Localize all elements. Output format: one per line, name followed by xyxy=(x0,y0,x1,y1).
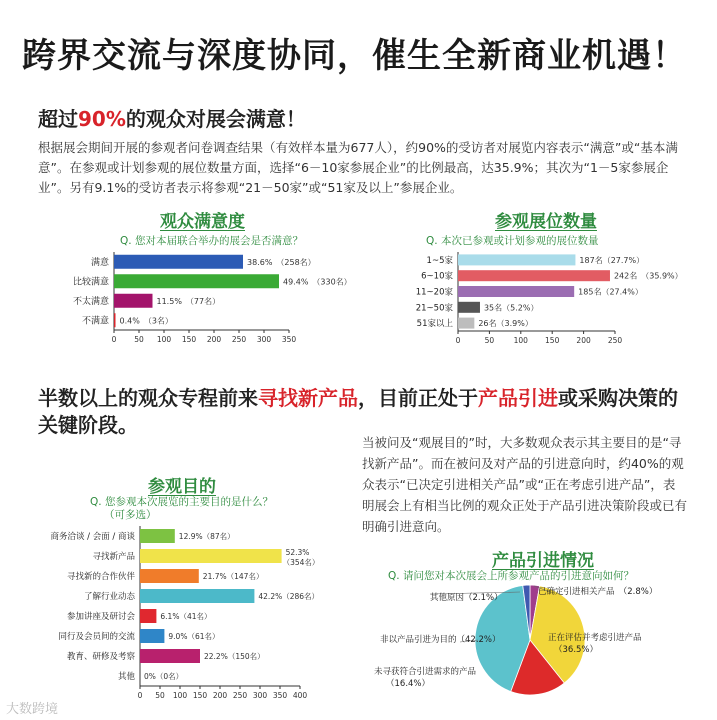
section-heading-purpose xyxy=(38,385,688,439)
heading-part2: ，目前正处于 xyxy=(358,386,478,410)
data-label: 22.2%（150名） xyxy=(204,652,265,661)
data-label: 38.6% （258名） xyxy=(247,257,316,267)
chart-title-booths: 参观展位数量 xyxy=(495,212,597,232)
bar xyxy=(140,569,199,583)
slice-label: 正在评估并考虑引进产品 xyxy=(548,633,642,643)
data-label: 12.9%（87名） xyxy=(178,532,235,541)
data-label: 0%（0名） xyxy=(144,672,184,681)
bar xyxy=(140,609,156,623)
category-label: 51家以上 xyxy=(416,319,453,330)
page-title: 跨界交流与深度协同，催生全新商业机遇！ xyxy=(22,36,687,76)
heading-highlight-import: 产品引进 xyxy=(478,386,558,410)
bar xyxy=(458,286,574,297)
x-tick-label: 300 xyxy=(252,691,268,700)
bar xyxy=(140,629,164,643)
x-tick-label: 50 xyxy=(134,335,144,344)
heading-highlight-new-products: 寻找新产品 xyxy=(258,386,358,410)
x-tick-label: 100 xyxy=(513,336,528,345)
data-label: 49.4% （330名） xyxy=(283,277,352,287)
chart-question-purpose: Q. 您参观本次展览的主要目的是什么？ xyxy=(90,496,273,508)
slice-label: 已确定引进相关产品 （2.8%） xyxy=(538,587,658,597)
chart-title-purpose: 参观目的 xyxy=(148,477,216,497)
category-label: 6~10家 xyxy=(421,271,453,282)
x-tick-label: 200 xyxy=(576,336,591,345)
slice-label: （36.5%） xyxy=(554,645,599,655)
x-tick-label: 100 xyxy=(172,691,188,700)
heading-part3: 或采购决策的关键阶段。 xyxy=(38,386,678,437)
chart-title-import: 产品引进情况 xyxy=(492,551,594,571)
category-label: 比较满意 xyxy=(72,277,109,288)
heading-highlight: 90% xyxy=(78,107,126,131)
purpose-summary-paragraph: 当被问及“观展目的”时，大多数观众表示其主要目的是“寻找新产品”。而在被问及对产品的引进意向时，约40%的观众表示“已决定引进相关产品”或“正在考虑引进产品”，表明展会上有相当比例的观众正处于产品引进决策阶段或已有明确引进意向。 xyxy=(362,435,688,534)
category-label: 参加讲座及研讨会 xyxy=(66,612,135,622)
category-label: 其他 xyxy=(117,672,135,682)
data-label: 187名（27.7%） xyxy=(579,255,645,265)
category-label: 同行及会员间的交流 xyxy=(58,632,135,642)
heading-part1: 半数以上的观众专程前来 xyxy=(38,386,258,410)
bar xyxy=(458,254,575,265)
x-tick-label: 0 xyxy=(111,335,117,344)
data-label: 21.7%（147名） xyxy=(202,572,264,581)
category-label: 不满意 xyxy=(81,316,109,327)
bar xyxy=(140,589,254,603)
category-label: 21~50家 xyxy=(415,303,453,314)
bar xyxy=(458,270,610,281)
x-tick-label: 100 xyxy=(156,335,172,344)
bar xyxy=(140,549,282,563)
category-label: 了解行业动态 xyxy=(83,592,135,602)
category-label: 满意 xyxy=(90,257,109,268)
category-label: 1~5家 xyxy=(426,255,453,266)
slice-label: 其他原因（2.1%） xyxy=(430,593,503,603)
data-label: 242名 （35.9%） xyxy=(613,271,683,281)
bar-chart-purpose xyxy=(10,522,345,702)
category-label: 寻找新产品 xyxy=(92,552,135,562)
chart-question-satisfaction: Q. 您对本届联合举办的展会是否满意？ xyxy=(120,235,303,247)
x-tick-label: 0 xyxy=(455,336,461,345)
category-label: 教育、研修及考察 xyxy=(66,652,135,662)
bar xyxy=(140,649,200,663)
data-label: 9.0%（61名） xyxy=(168,632,220,641)
data-label: 185名（27.4%） xyxy=(578,287,643,297)
data-label: 42.2%（286名） xyxy=(258,592,320,601)
x-tick-label: 200 xyxy=(212,691,228,700)
x-tick-label: 250 xyxy=(607,336,623,345)
slice-label: 未寻获符合引进需求的产品 xyxy=(374,667,477,677)
chart-title-satisfaction: 观众满意度 xyxy=(160,212,245,232)
chart-question-import: Q. 请问您对本次展会上所参观产品的引进意向如何？ xyxy=(388,570,634,582)
data-label: 11.5% （77名） xyxy=(156,296,221,306)
chart-question-booths: Q. 本次已参观或计划参观的展位数量 xyxy=(426,235,599,247)
slice-label: 非以产品引进为目的（42.2%） xyxy=(380,635,501,645)
heading-suffix: 的观众对展会满意！ xyxy=(125,107,306,131)
x-tick-label: 250 xyxy=(231,335,247,344)
bar-chart-satisfaction xyxy=(28,248,352,348)
x-tick-label: 150 xyxy=(192,691,208,700)
x-tick-label: 150 xyxy=(545,336,560,345)
category-label: 商务洽谈 / 会面 / 商谈 xyxy=(50,532,135,542)
category-label: 不太满意 xyxy=(72,296,109,307)
bar xyxy=(140,529,175,543)
x-tick-label: 250 xyxy=(232,691,248,700)
x-tick-label: 50 xyxy=(155,691,165,700)
x-tick-label: 50 xyxy=(484,336,495,345)
data-label: 6.1%（41名） xyxy=(160,612,212,621)
bar xyxy=(114,294,153,308)
x-tick-label: 350 xyxy=(272,691,288,700)
x-tick-label: 300 xyxy=(256,335,272,344)
data-label: 52.3% xyxy=(285,548,310,557)
watermark: 大数跨境 xyxy=(6,702,59,717)
survey-summary-paragraph: 根据展会期间开展的参观者问卷调查结果（有效样本量为677人），约90%的受访者对展览内容表示“满意”或“基本满意”。在参观或计划参观的展位数量方面，选择“6－10家参展企业”的比例最高，达35.9%；其次为“1－5家参展企业”。另有9.1%的受访者表示将参观“21－50家”或“51家及以上”参展企业。 xyxy=(38,140,678,195)
slice-label: （16.4%） xyxy=(386,679,431,689)
x-tick-label: 150 xyxy=(181,335,197,344)
data-label: 0.4% （3名） xyxy=(119,316,173,326)
x-tick-label: 350 xyxy=(281,335,297,344)
category-label: 寻找新的合作伙伴 xyxy=(66,572,135,582)
pie-chart-import xyxy=(360,582,717,700)
bar xyxy=(114,255,243,269)
heading-prefix: 超过 xyxy=(38,107,78,131)
section-heading-satisfaction xyxy=(38,103,306,132)
category-label: 11~20家 xyxy=(415,287,453,298)
x-tick-label: 0 xyxy=(137,691,143,700)
data-label: 35名（5.2%） xyxy=(483,303,539,313)
bar xyxy=(114,274,279,288)
x-tick-label: 400 xyxy=(292,691,308,700)
bar-chart-booths xyxy=(380,248,700,348)
chart-question-purpose-note: （可多选） xyxy=(104,509,157,521)
data-label: （354名） xyxy=(282,558,320,567)
x-tick-label: 200 xyxy=(206,335,222,344)
bar xyxy=(458,318,474,329)
bar xyxy=(458,302,480,313)
data-label: 26名（3.9%） xyxy=(478,319,533,329)
bar xyxy=(114,313,116,327)
